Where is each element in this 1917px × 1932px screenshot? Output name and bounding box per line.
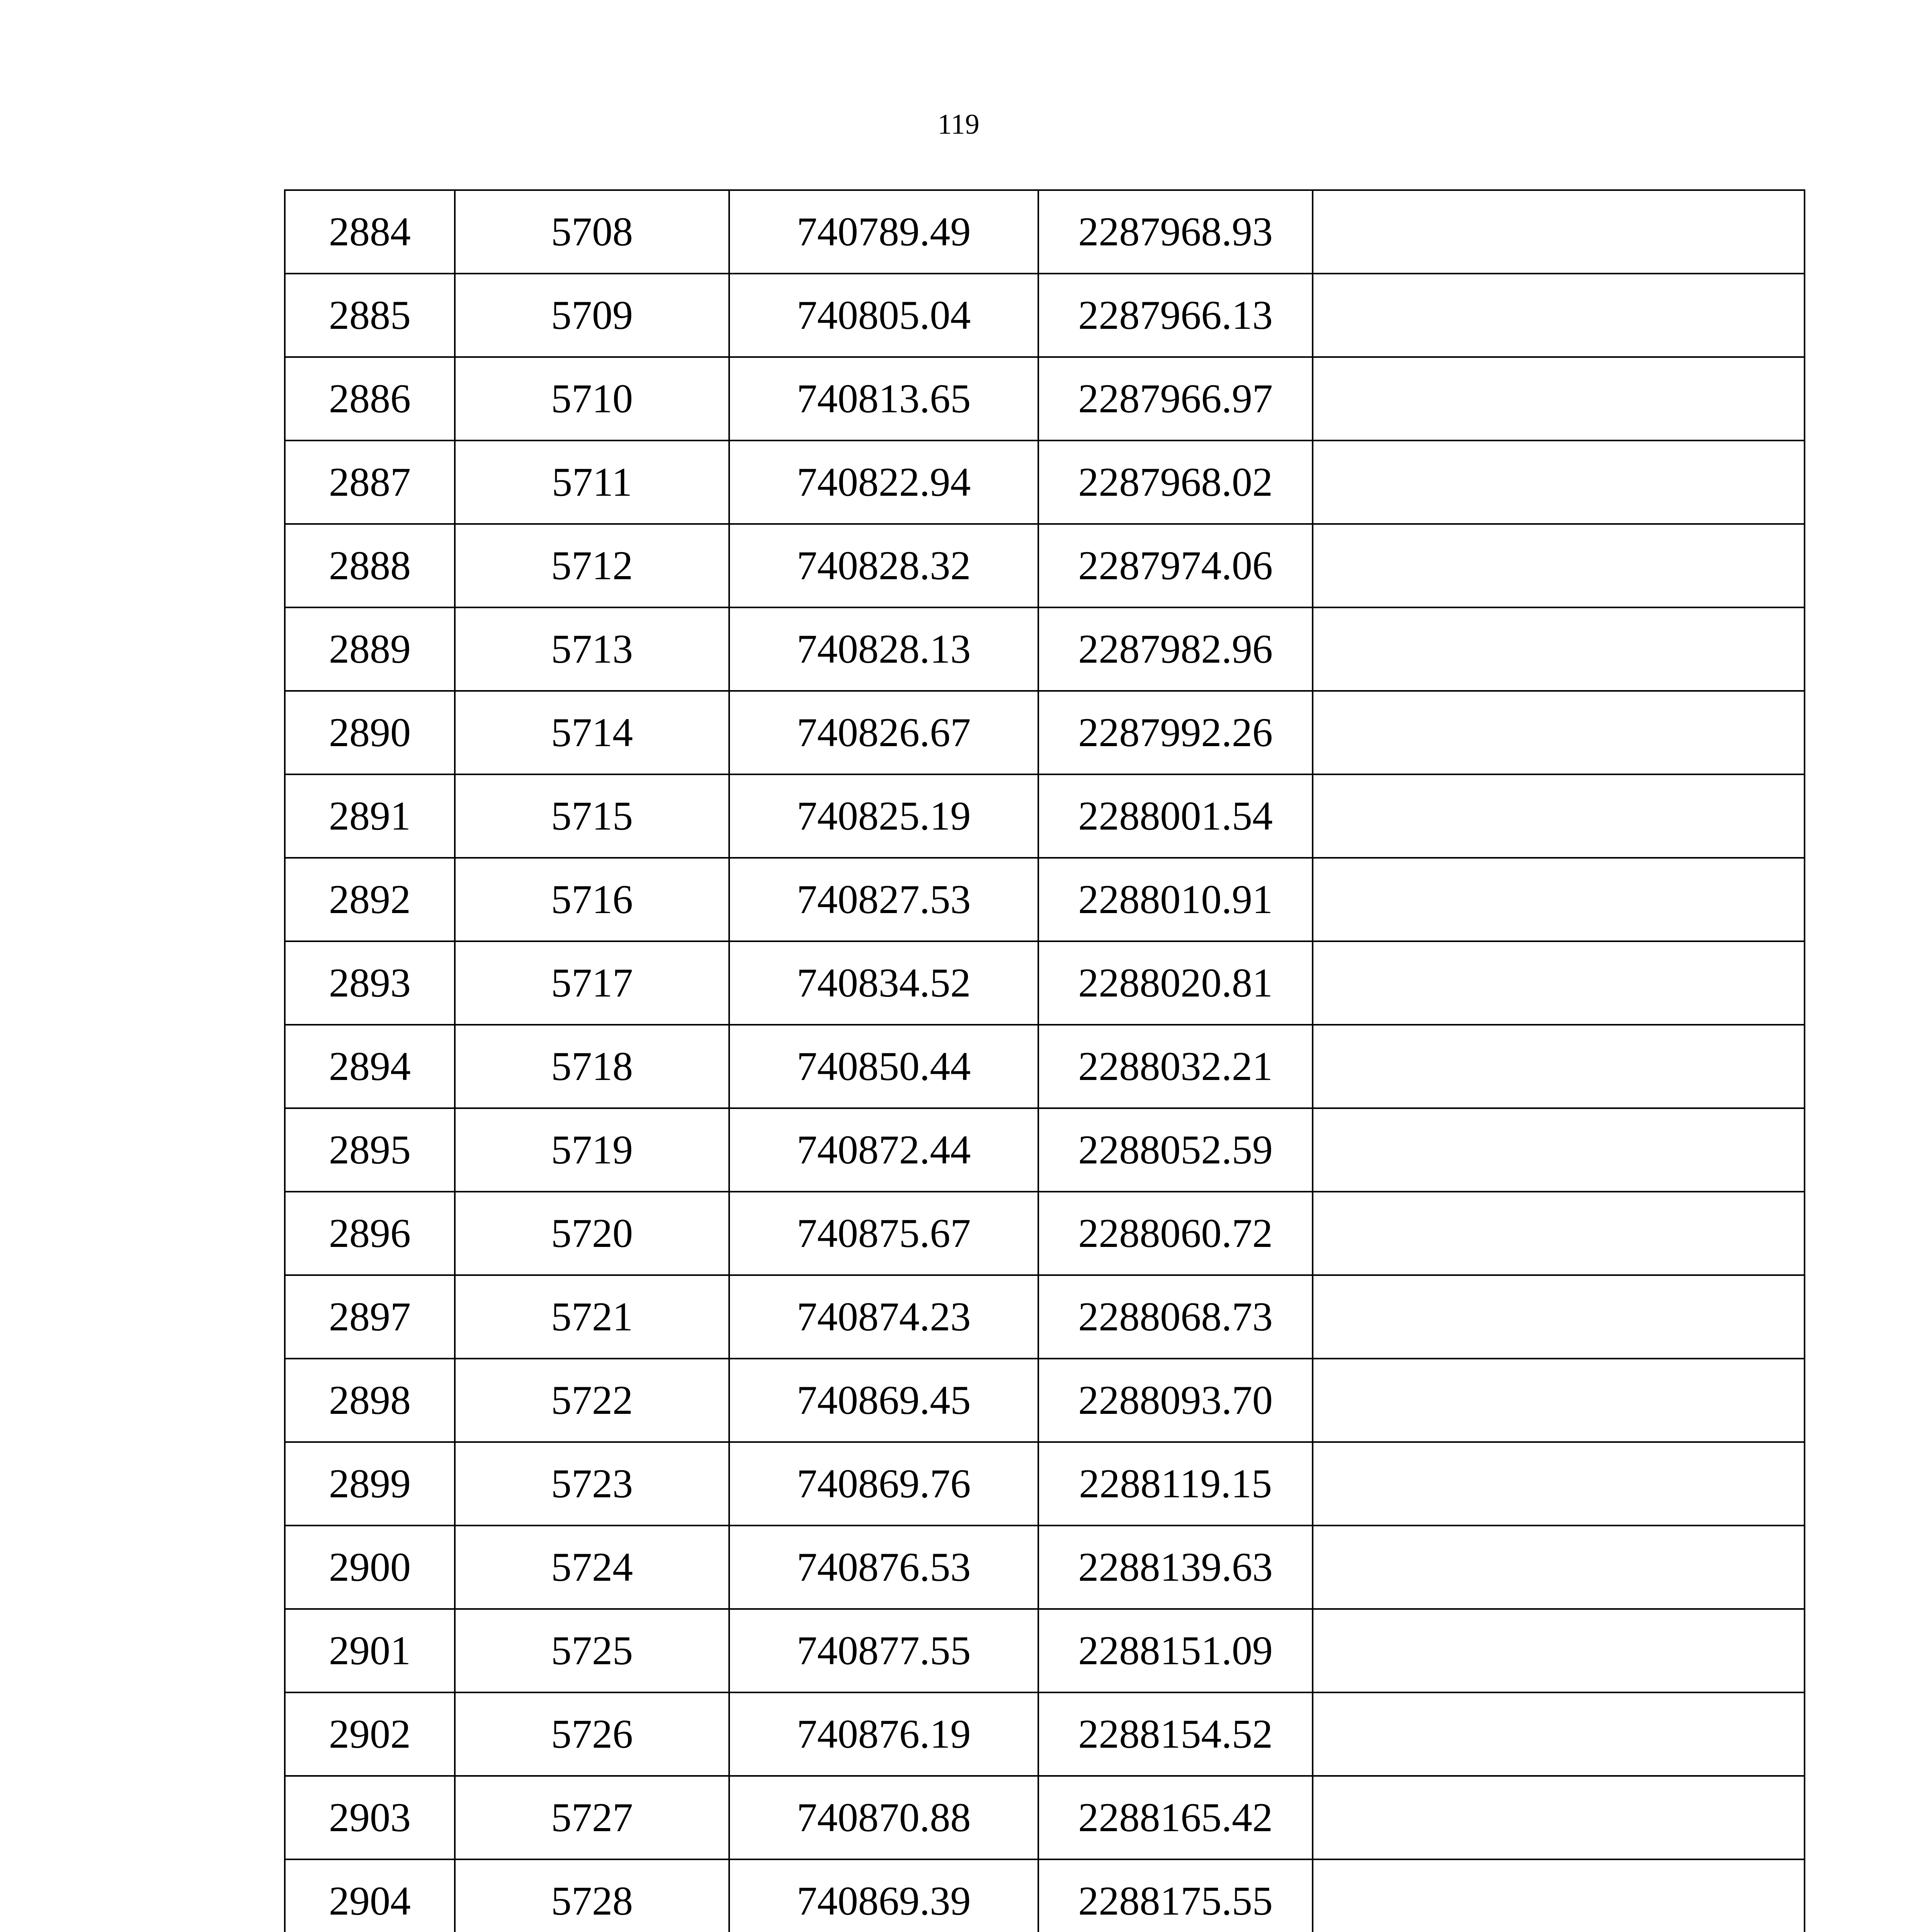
y-coordinate-cell: 2287966.13: [1038, 274, 1313, 357]
x-coordinate-cell: 740872.44: [729, 1108, 1038, 1192]
y-coordinate-cell: 2288151.09: [1038, 1609, 1313, 1692]
point-id-cell: 5722: [455, 1359, 729, 1442]
x-coordinate-cell: 740850.44: [729, 1025, 1038, 1108]
point-id-cell: 5708: [455, 190, 729, 274]
seq-cell: 2890: [285, 691, 455, 774]
note-cell: [1313, 1359, 1805, 1442]
seq-cell: 2894: [285, 1025, 455, 1108]
table-row: [285, 691, 1805, 774]
x-coordinate-cell: 740874.23: [729, 1275, 1038, 1359]
x-coordinate-cell: 740869.45: [729, 1359, 1038, 1442]
page-number: 119: [937, 109, 980, 140]
seq-cell: 2902: [285, 1692, 455, 1776]
coordinates-table: [284, 189, 1805, 1932]
y-coordinate-cell: 2287974.06: [1038, 524, 1313, 607]
table-row: [285, 357, 1805, 440]
table-row: [285, 1526, 1805, 1609]
point-id-cell: 5717: [455, 941, 729, 1025]
table-row: [285, 1692, 1805, 1776]
note-cell: [1313, 1108, 1805, 1192]
point-id-cell: 5716: [455, 858, 729, 941]
x-coordinate-cell: 740822.94: [729, 440, 1038, 524]
note-cell: [1313, 1692, 1805, 1776]
y-coordinate-cell: 2288165.42: [1038, 1776, 1313, 1859]
note-cell: [1313, 774, 1805, 858]
note-cell: [1313, 440, 1805, 524]
point-id-cell: 5711: [455, 440, 729, 524]
y-coordinate-cell: 2287968.02: [1038, 440, 1313, 524]
note-cell: [1313, 941, 1805, 1025]
x-coordinate-cell: 740870.88: [729, 1776, 1038, 1859]
note-cell: [1313, 607, 1805, 691]
table-row: [285, 858, 1805, 941]
note-cell: [1313, 524, 1805, 607]
y-coordinate-cell: 2288032.21: [1038, 1025, 1313, 1108]
seq-cell: 2888: [285, 524, 455, 607]
x-coordinate-cell: 740826.67: [729, 691, 1038, 774]
y-coordinate-cell: 2288175.55: [1038, 1859, 1313, 1932]
table-row: [285, 1442, 1805, 1526]
seq-cell: 2895: [285, 1108, 455, 1192]
table-row: [285, 607, 1805, 691]
note-cell: [1313, 1275, 1805, 1359]
note-cell: [1313, 357, 1805, 440]
x-coordinate-cell: 740789.49: [729, 190, 1038, 274]
table-row: [285, 1025, 1805, 1108]
x-coordinate-cell: 740834.52: [729, 941, 1038, 1025]
x-coordinate-cell: 740869.76: [729, 1442, 1038, 1526]
seq-cell: 2886: [285, 357, 455, 440]
seq-cell: 2885: [285, 274, 455, 357]
x-coordinate-cell: 740805.04: [729, 274, 1038, 357]
x-coordinate-cell: 740828.13: [729, 607, 1038, 691]
point-id-cell: 5724: [455, 1526, 729, 1609]
table-row: [285, 1609, 1805, 1692]
x-coordinate-cell: 740813.65: [729, 357, 1038, 440]
y-coordinate-cell: 2288068.73: [1038, 1275, 1313, 1359]
point-id-cell: 5728: [455, 1859, 729, 1932]
seq-cell: 2893: [285, 941, 455, 1025]
x-coordinate-cell: 740828.32: [729, 524, 1038, 607]
x-coordinate-cell: 740827.53: [729, 858, 1038, 941]
y-coordinate-cell: 2287992.26: [1038, 691, 1313, 774]
x-coordinate-cell: 740875.67: [729, 1192, 1038, 1275]
x-coordinate-cell: 740825.19: [729, 774, 1038, 858]
point-id-cell: 5719: [455, 1108, 729, 1192]
table-row: [285, 524, 1805, 607]
y-coordinate-cell: 2288139.63: [1038, 1526, 1313, 1609]
y-coordinate-cell: 2287966.97: [1038, 357, 1313, 440]
seq-cell: 2898: [285, 1359, 455, 1442]
note-cell: [1313, 858, 1805, 941]
note-cell: [1313, 1526, 1805, 1609]
point-id-cell: 5727: [455, 1776, 729, 1859]
point-id-cell: 5723: [455, 1442, 729, 1526]
table-row: [285, 274, 1805, 357]
y-coordinate-cell: 2288154.52: [1038, 1692, 1313, 1776]
note-cell: [1313, 1609, 1805, 1692]
table-body: [285, 190, 1805, 1932]
seq-cell: 2903: [285, 1776, 455, 1859]
seq-cell: 2884: [285, 190, 455, 274]
seq-cell: 2904: [285, 1859, 455, 1932]
table-row: [285, 190, 1805, 274]
table-row: [285, 941, 1805, 1025]
note-cell: [1313, 274, 1805, 357]
seq-cell: 2900: [285, 1526, 455, 1609]
note-cell: [1313, 190, 1805, 274]
table-row: [285, 1359, 1805, 1442]
note-cell: [1313, 1442, 1805, 1526]
x-coordinate-cell: 740876.19: [729, 1692, 1038, 1776]
table-row: [285, 1776, 1805, 1859]
point-id-cell: 5712: [455, 524, 729, 607]
point-id-cell: 5721: [455, 1275, 729, 1359]
x-coordinate-cell: 740869.39: [729, 1859, 1038, 1932]
seq-cell: 2897: [285, 1275, 455, 1359]
note-cell: [1313, 1025, 1805, 1108]
note-cell: [1313, 1859, 1805, 1932]
seq-cell: 2891: [285, 774, 455, 858]
y-coordinate-cell: 2288052.59: [1038, 1108, 1313, 1192]
table-row: [285, 1108, 1805, 1192]
y-coordinate-cell: 2288093.70: [1038, 1359, 1313, 1442]
seq-cell: 2892: [285, 858, 455, 941]
point-id-cell: 5715: [455, 774, 729, 858]
y-coordinate-cell: 2287968.93: [1038, 190, 1313, 274]
note-cell: [1313, 1776, 1805, 1859]
x-coordinate-cell: 740876.53: [729, 1526, 1038, 1609]
point-id-cell: 5726: [455, 1692, 729, 1776]
table-row: [285, 1275, 1805, 1359]
y-coordinate-cell: 2287982.96: [1038, 607, 1313, 691]
point-id-cell: 5710: [455, 357, 729, 440]
y-coordinate-cell: 2288001.54: [1038, 774, 1313, 858]
table-row: [285, 440, 1805, 524]
x-coordinate-cell: 740877.55: [729, 1609, 1038, 1692]
note-cell: [1313, 691, 1805, 774]
note-cell: [1313, 1192, 1805, 1275]
y-coordinate-cell: 2288020.81: [1038, 941, 1313, 1025]
point-id-cell: 5725: [455, 1609, 729, 1692]
seq-cell: 2889: [285, 607, 455, 691]
y-coordinate-cell: 2288010.91: [1038, 858, 1313, 941]
y-coordinate-cell: 2288119.15: [1038, 1442, 1313, 1526]
point-id-cell: 5709: [455, 274, 729, 357]
point-id-cell: 5718: [455, 1025, 729, 1108]
seq-cell: 2896: [285, 1192, 455, 1275]
y-coordinate-cell: 2288060.72: [1038, 1192, 1313, 1275]
table-row: [285, 1192, 1805, 1275]
seq-cell: 2899: [285, 1442, 455, 1526]
point-id-cell: 5714: [455, 691, 729, 774]
table-row: [285, 774, 1805, 858]
seq-cell: 2887: [285, 440, 455, 524]
table-row: [285, 1859, 1805, 1932]
point-id-cell: 5720: [455, 1192, 729, 1275]
seq-cell: 2901: [285, 1609, 455, 1692]
point-id-cell: 5713: [455, 607, 729, 691]
